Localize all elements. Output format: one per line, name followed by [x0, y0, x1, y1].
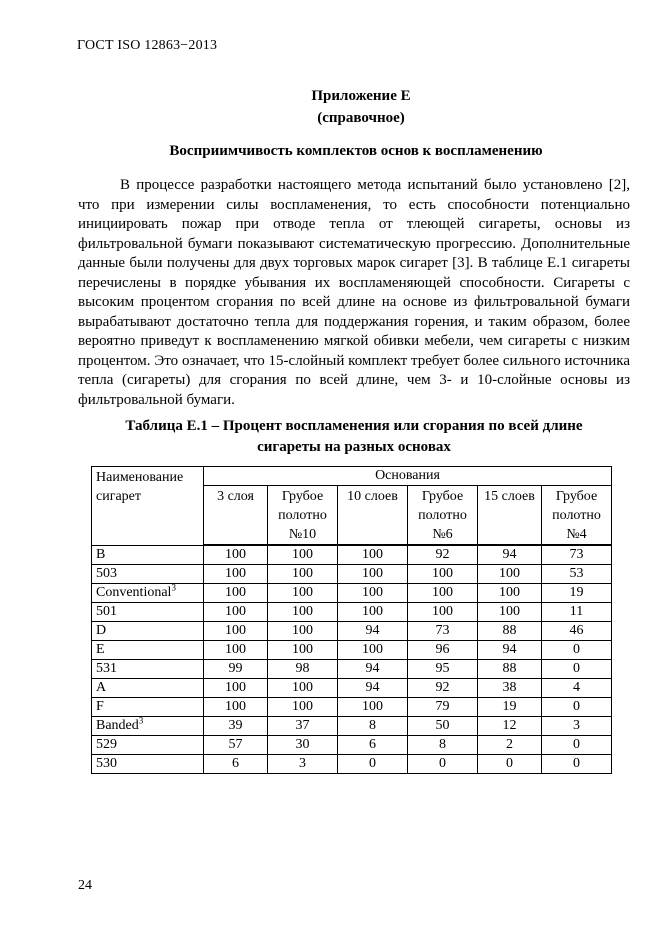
- column-header: 3 слоя: [204, 486, 268, 546]
- value-cell: 73: [542, 545, 612, 565]
- cigarette-name: D: [96, 623, 107, 638]
- value-cell: 100: [204, 698, 268, 717]
- value-cell: 99: [204, 660, 268, 679]
- value-cell: 8: [338, 717, 408, 736]
- table-row: [92, 603, 612, 622]
- footnote-marker: 3: [171, 582, 176, 593]
- column-header-name: Наименование сигарет: [92, 467, 204, 546]
- body-paragraph: В процессе разработки настоящего метода испытаний было установлено [2], что при измерении силы воспламенения, то есть способности потенциально инициировать пожар при отводе тепла от тлеющей сигареты, основы из фильтровальной бумаги показывают систематическую прогрессию. Дополнительные данные были получены для двух торговых марок сигарет [3]. В таблице Е.1 сигареты перечислены в порядке убывания их воспламеняющей способности. Сигареты с высоким процентом сгорания по всей длине на основе из фильтровальной бумаги вырабатывают достаточно тепла для поддержания горения, и таким образом, более вероятно приведут к воспламенению мягкой обивки мебели, чем сигареты с низким процентом. Это означает, что 15-слойный комплект требует более сильного источника тепла (сигареты) для сгорания по всей длине, чем 3- и 10-слойные основы из фильтровальной бумаги.: [78, 177, 630, 408]
- value-cell: 94: [338, 622, 408, 641]
- value-cell: 19: [478, 698, 542, 717]
- appendix-title: Приложение Е: [311, 88, 411, 104]
- value-cell: 94: [478, 545, 542, 565]
- table-row: [92, 679, 612, 698]
- value-cell: 94: [338, 679, 408, 698]
- value-cell: 98: [268, 660, 338, 679]
- value-cell: 0: [408, 755, 478, 774]
- cigarette-name: F: [96, 699, 104, 714]
- cigarette-name: A: [96, 680, 107, 695]
- value-cell: 4: [542, 679, 612, 698]
- cigarette-name: E: [96, 642, 105, 657]
- table-row: [92, 641, 612, 660]
- value-cell: 0: [542, 755, 612, 774]
- table-row: [92, 755, 612, 774]
- value-cell: 0: [338, 755, 408, 774]
- value-cell: 92: [408, 545, 478, 565]
- column-header: 10 слоев: [338, 486, 408, 546]
- column-header: Грубое полотно №6: [408, 486, 478, 546]
- value-cell: 100: [268, 698, 338, 717]
- table-header-row: [92, 467, 612, 486]
- cigarette-name-cell: [92, 641, 204, 660]
- document-header-code: ГОСТ ISO 12863−2013: [77, 38, 218, 53]
- cigarette-name: 501: [96, 604, 117, 619]
- value-cell: 100: [204, 565, 268, 584]
- value-cell: 0: [542, 736, 612, 755]
- value-cell: 30: [268, 736, 338, 755]
- table-row: [92, 545, 612, 565]
- value-cell: 100: [204, 584, 268, 603]
- value-cell: 0: [542, 698, 612, 717]
- value-cell: 100: [204, 545, 268, 565]
- cigarette-name-cell: [92, 584, 204, 603]
- value-cell: 19: [542, 584, 612, 603]
- value-cell: 92: [408, 679, 478, 698]
- table-row: [92, 622, 612, 641]
- section-title: Восприимчивость комплектов основ к воспламенению: [169, 143, 543, 159]
- value-cell: 53: [542, 565, 612, 584]
- data-table: [91, 466, 612, 774]
- value-cell: 100: [338, 603, 408, 622]
- value-cell: 100: [204, 641, 268, 660]
- value-cell: 100: [268, 622, 338, 641]
- table-row: [92, 584, 612, 603]
- page-number: 24: [78, 878, 92, 893]
- value-cell: 46: [542, 622, 612, 641]
- cigarette-name: 530: [96, 756, 117, 771]
- table-caption: [78, 416, 630, 458]
- value-cell: 79: [408, 698, 478, 717]
- value-cell: 100: [408, 584, 478, 603]
- value-cell: 100: [478, 584, 542, 603]
- value-cell: 0: [542, 641, 612, 660]
- value-cell: 0: [542, 660, 612, 679]
- value-cell: 88: [478, 660, 542, 679]
- value-cell: 100: [268, 565, 338, 584]
- value-cell: 100: [204, 679, 268, 698]
- cigarette-name: Banded: [96, 718, 139, 733]
- value-cell: 100: [268, 641, 338, 660]
- value-cell: 0: [478, 755, 542, 774]
- footnote-marker: 3: [138, 715, 144, 726]
- cigarette-name: 529: [96, 737, 117, 752]
- table-body: [92, 545, 612, 774]
- value-cell: 100: [268, 679, 338, 698]
- value-cell: 38: [478, 679, 542, 698]
- cigarette-name: B: [96, 546, 106, 562]
- value-cell: 100: [478, 565, 542, 584]
- value-cell: 100: [338, 545, 408, 565]
- cigarette-name-cell: [92, 565, 204, 584]
- value-cell: 3: [268, 755, 338, 774]
- value-cell: 12: [478, 717, 542, 736]
- cigarette-name-cell: [92, 603, 204, 622]
- table-row: [92, 736, 612, 755]
- column-header: 15 слоев: [478, 486, 542, 546]
- column-header: Грубое полотно №4: [542, 486, 612, 546]
- column-group-header: Основания: [204, 467, 612, 486]
- cigarette-name-cell: [92, 660, 204, 679]
- cigarette-name-cell: [92, 755, 204, 774]
- value-cell: 8: [408, 736, 478, 755]
- value-cell: 100: [338, 565, 408, 584]
- table-row: [92, 660, 612, 679]
- cigarette-name-cell: [92, 545, 204, 565]
- value-cell: 100: [408, 565, 478, 584]
- value-cell: 3: [542, 717, 612, 736]
- table-row: [92, 717, 612, 736]
- table-caption-line-2: сигареты на разных основах: [257, 439, 451, 455]
- value-cell: 96: [408, 641, 478, 660]
- cigarette-name-cell: [92, 622, 204, 641]
- cigarette-name: Conventional: [96, 585, 172, 600]
- value-cell: 100: [268, 603, 338, 622]
- value-cell: 50: [408, 717, 478, 736]
- value-cell: 73: [408, 622, 478, 641]
- value-cell: 57: [204, 736, 268, 755]
- value-cell: 88: [478, 622, 542, 641]
- value-cell: 100: [338, 698, 408, 717]
- value-cell: 11: [542, 603, 612, 622]
- value-cell: 100: [204, 603, 268, 622]
- appendix-subtitle: (справочное): [317, 110, 405, 126]
- cigarette-name: 503: [96, 566, 117, 581]
- column-header: Грубое полотно №10: [268, 486, 338, 546]
- table-row: [92, 698, 612, 717]
- value-cell: 2: [478, 736, 542, 755]
- cigarette-name-cell: [92, 698, 204, 717]
- value-cell: 39: [204, 717, 268, 736]
- cigarette-name: 531: [96, 661, 117, 676]
- value-cell: 6: [338, 736, 408, 755]
- value-cell: 37: [268, 717, 338, 736]
- value-cell: 95: [408, 660, 478, 679]
- table-caption-line-1: Таблица Е.1 – Процент воспламенения или сгорания по всей длине: [125, 418, 583, 434]
- value-cell: 100: [338, 584, 408, 603]
- value-cell: 100: [268, 545, 338, 565]
- value-cell: 100: [204, 622, 268, 641]
- cigarette-name-cell: [92, 717, 204, 736]
- value-cell: 100: [408, 603, 478, 622]
- table-row: [92, 565, 612, 584]
- cigarette-name-cell: [92, 736, 204, 755]
- value-cell: 100: [338, 641, 408, 660]
- cigarette-name-cell: [92, 679, 204, 698]
- value-cell: 6: [204, 755, 268, 774]
- value-cell: 100: [478, 603, 542, 622]
- value-cell: 100: [268, 584, 338, 603]
- value-cell: 94: [478, 641, 542, 660]
- value-cell: 94: [338, 660, 408, 679]
